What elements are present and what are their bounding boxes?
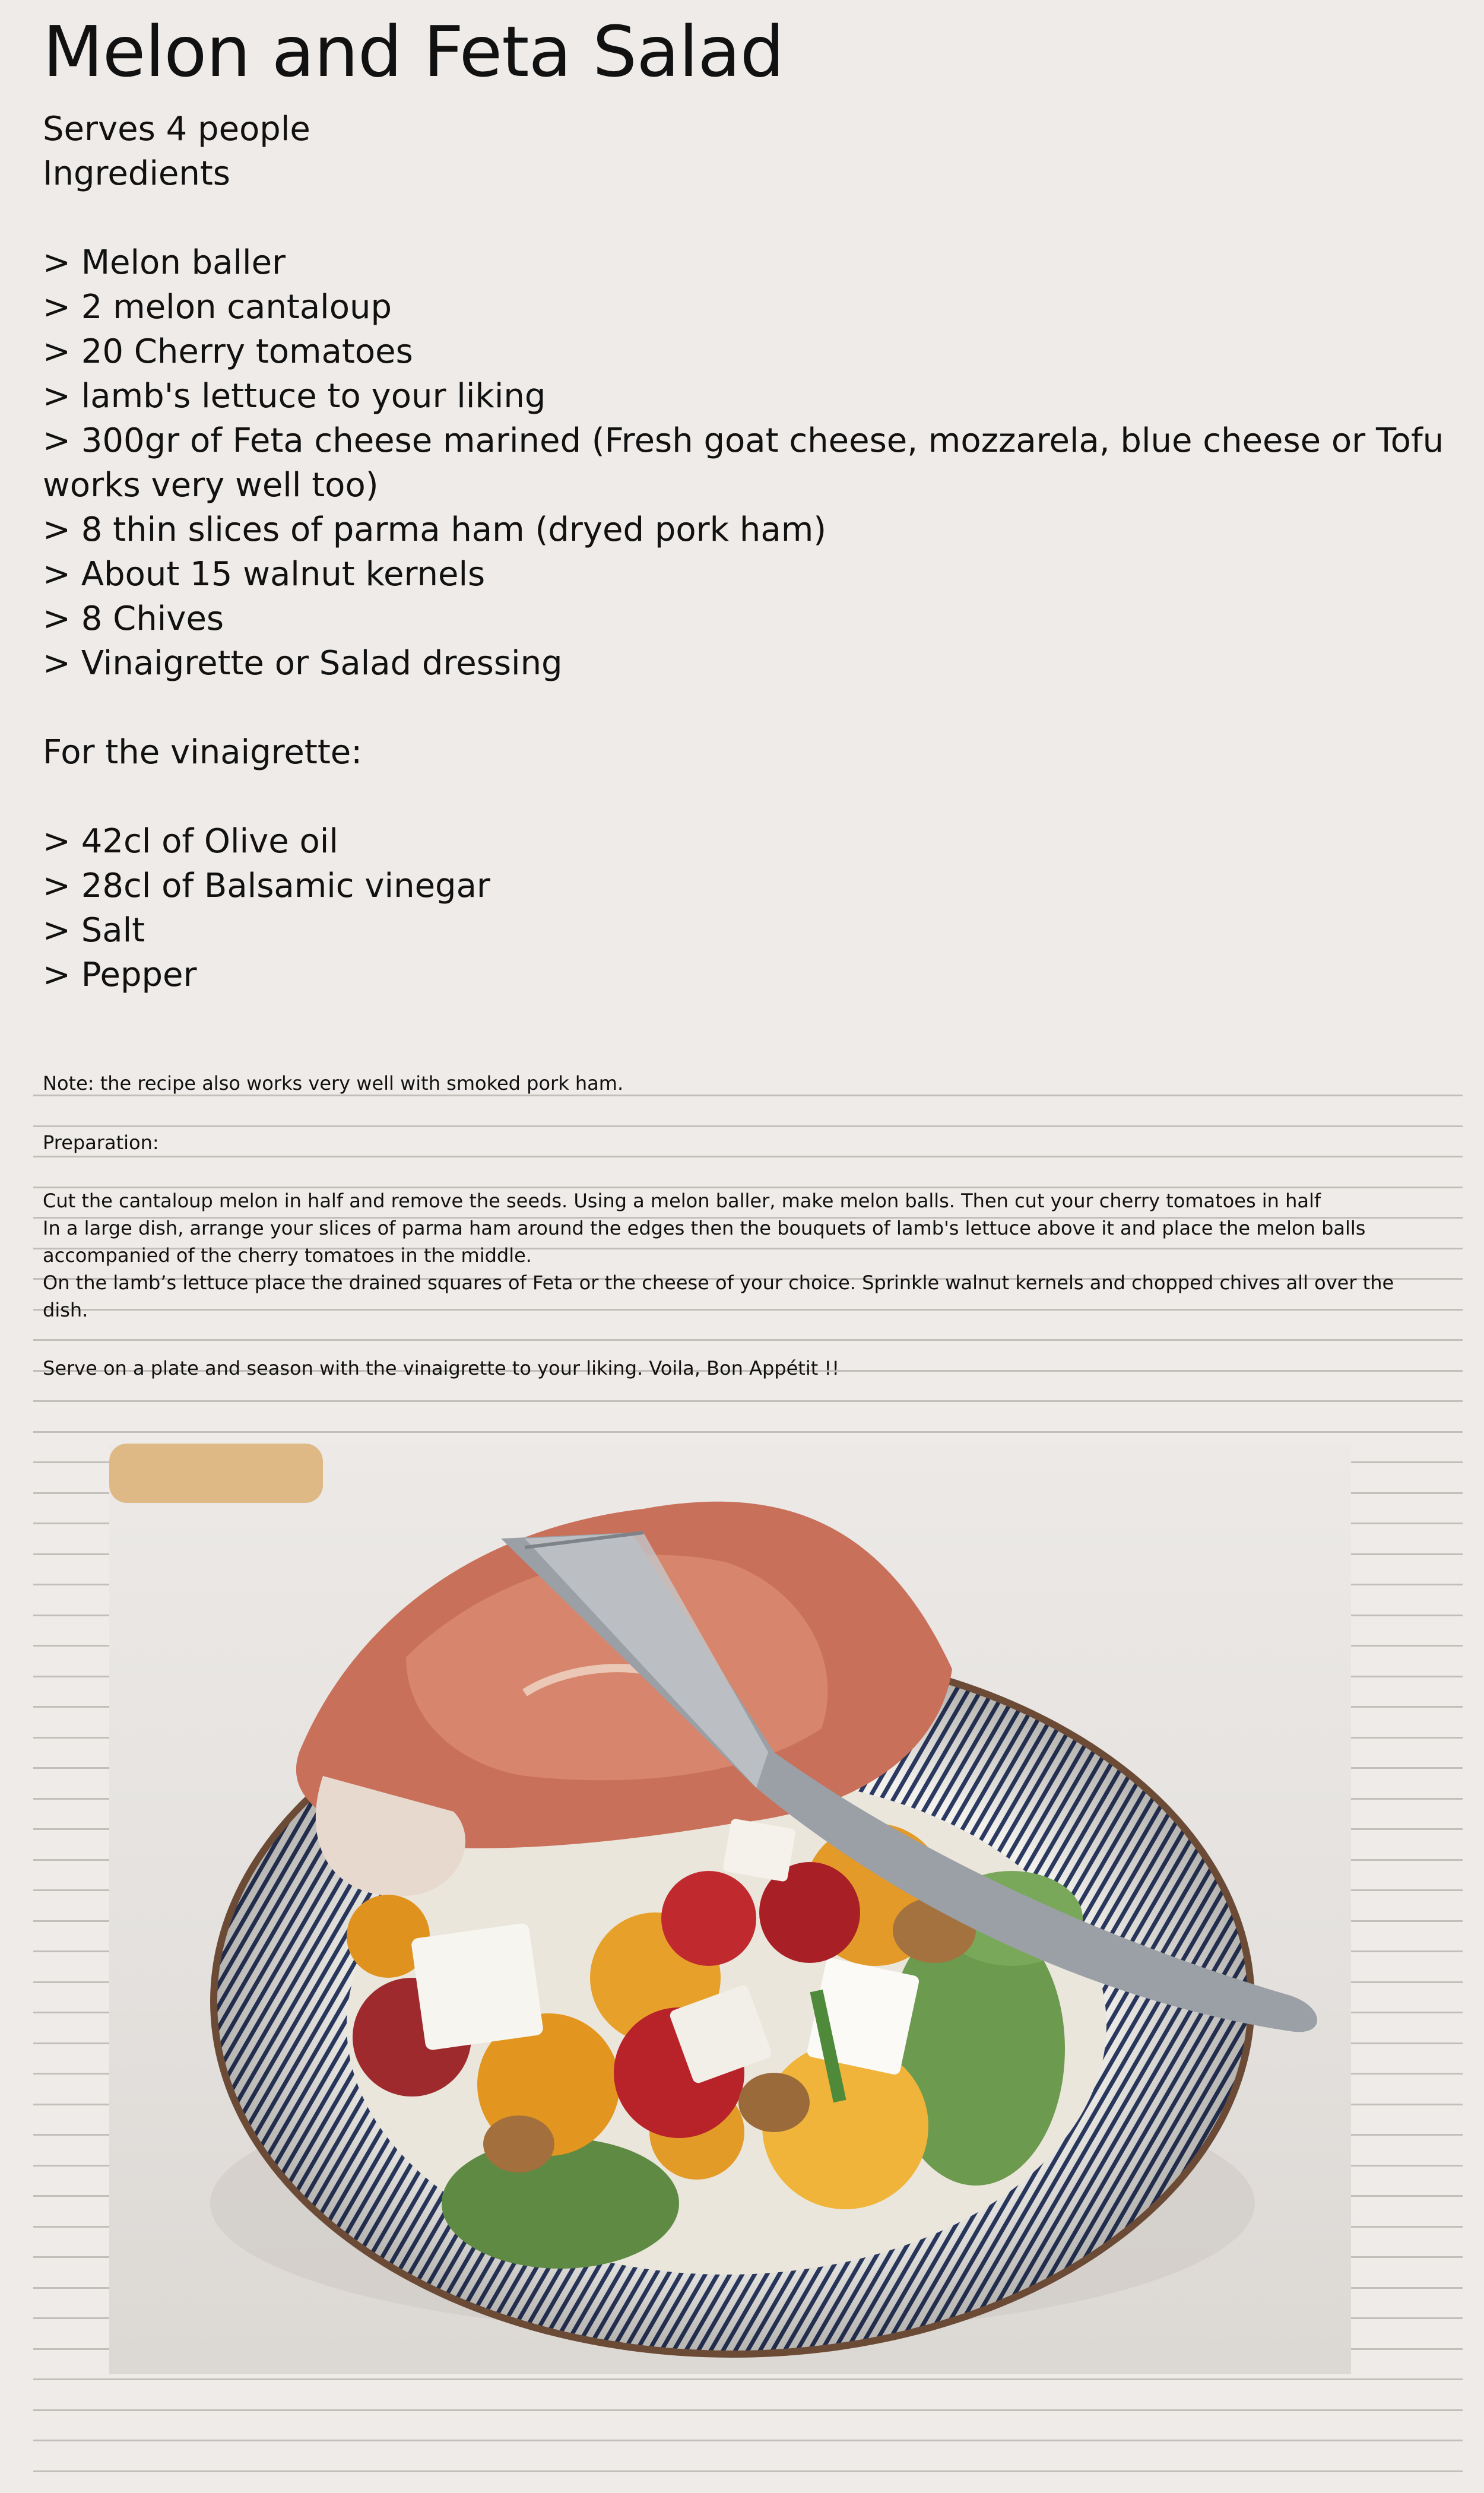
preparation-section (43, 1068, 1432, 1383)
rule-line (33, 2378, 1463, 2380)
preparation-heading: Preparation: (43, 1131, 159, 1154)
vinaigrette-item: > Pepper (43, 956, 197, 994)
ingredient-item: > About 15 walnut kernels (43, 555, 486, 594)
ingredient-item: > 300gr of Feta cheese marined (Fresh goat cheese, mozzarela, blue cheese or Tofu works very well too) (43, 421, 1444, 505)
vinaigrette-item: > 42cl of Olive oil (43, 822, 338, 861)
ingredient-item: > Melon baller (43, 243, 286, 282)
servings-text: Serves 4 people (43, 110, 310, 148)
salad-bowl-illustration (109, 1444, 1351, 2374)
rule-line (33, 2409, 1463, 2411)
rule-line (33, 1400, 1463, 1402)
vinaigrette-item: > 28cl of Balsamic vinegar (43, 867, 490, 905)
rule-line (33, 2470, 1463, 2472)
ingredient-item: > 8 thin slices of parma ham (dryed pork ham) (43, 510, 827, 549)
preparation-step: On the lamb’s lettuce place the drained squares of Feta or the cheese of your choice. Sprinkle walnut kernels and chopped chives all over the dish. (43, 1271, 1394, 1321)
ingredient-item: > lamb's lettuce to your liking (43, 377, 546, 415)
preparation-step: Cut the cantaloup melon in half and remove the seeds. Using a melon baller, make melon balls. Then cut your cherry tomatoes in half (43, 1190, 1321, 1212)
recipe-title: Melon and Feta Salad (43, 11, 784, 93)
preparation-step: In a large dish, arrange your slices of parma ham around the edges then the bouquets of lamb's lettuce above it and place the melon balls accompanied of the cherry tomatoes in the middle. (43, 1217, 1366, 1267)
ingredients-heading: Ingredients (43, 154, 230, 193)
rule-line (33, 1431, 1463, 1433)
ingredient-item: > Vinaigrette or Salad dressing (43, 644, 563, 683)
vinaigrette-list (43, 819, 1467, 997)
ingredient-item: > 20 Cherry tomatoes (43, 332, 413, 371)
serve-text: Serve on a plate and season with the vinaigrette to your liking. Voila, Bon Appétit !! (43, 1357, 840, 1379)
note-text: Note: the recipe also works very well with smoked pork ham. (43, 1072, 624, 1095)
salad-photo (109, 1444, 1351, 2374)
vinaigrette-heading: For the vinaigrette: (43, 733, 363, 772)
ingredients-list (43, 240, 1467, 686)
recipe-intro (43, 107, 1467, 997)
vinaigrette-item: > Salt (43, 911, 145, 950)
ingredient-item: > 8 Chives (43, 600, 224, 638)
rule-line (33, 2440, 1463, 2441)
ingredient-item: > 2 melon cantaloup (43, 288, 392, 326)
